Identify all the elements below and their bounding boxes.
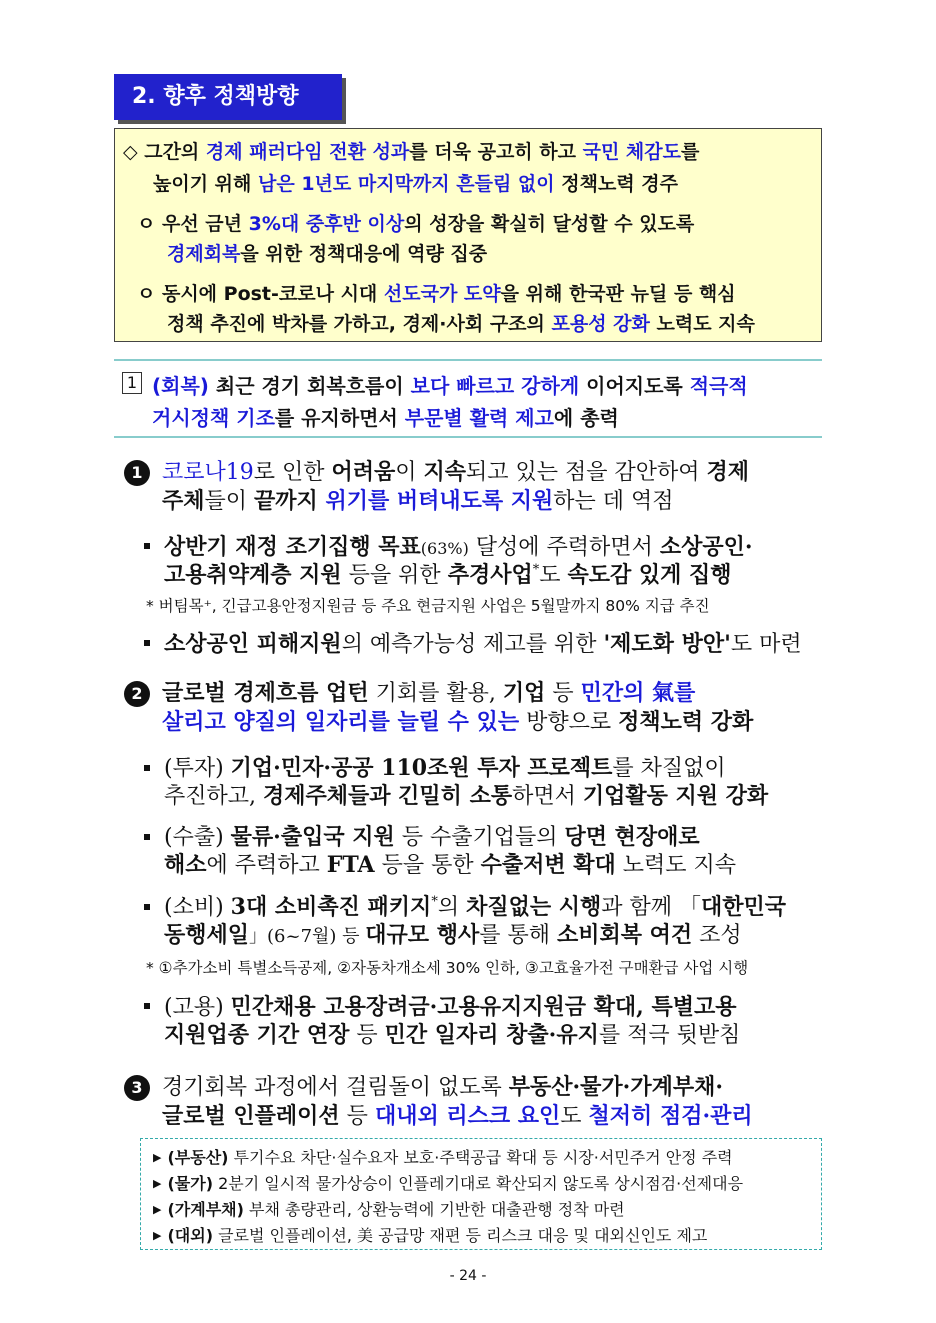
bullet-square — [144, 640, 150, 646]
summary-line-1: ◇ 그간의 경제 패러다임 전환 성과를 더욱 공고히 하고 국민 체감도를 — [123, 141, 700, 163]
risk-item-prices: ▶ (물가) 2분기 일시적 물가상승이 인플레기대로 확산되지 않도록 상시점검·선제대응 — [153, 1174, 744, 1193]
item-2-bullet-2-line-2: 해소에 주력하고 FTA 등을 통한 수출저변 확대 노력도 지속 — [164, 852, 737, 878]
heading-top-rule — [114, 359, 822, 361]
item-2-bullet-1-line-1: (투자) 기업·민자·공공 110조원 투자 프로젝트를 차질없이 — [164, 755, 726, 781]
heading-number-box: 1 — [122, 372, 142, 394]
item-1-bullet-1-line-2: 고용취약계층 지원 등을 위한 추경사업*도 속도감 있게 집행 — [164, 562, 732, 588]
heading-line-2: 거시정책 기조를 유지하면서 부문별 활력 제고에 총력 — [152, 406, 619, 430]
item-2-line-2: 살리고 양질의 일자리를 늘릴 수 있는 방향으로 정책노력 강화 — [162, 709, 754, 735]
risk-item-household-debt: ▶ (가계부채) 부채 총량관리, 상환능력에 기반한 대출관행 정착 마련 — [153, 1200, 625, 1219]
summary-line-4: 경제회복을 위한 정책대응에 역량 집중 — [167, 243, 488, 265]
risk-management-box — [140, 1138, 822, 1250]
bullet-square — [144, 765, 150, 771]
item-3-number: 3 — [124, 1075, 150, 1101]
item-2-line-1: 글로벌 경제흐름 업턴 기회를 활용, 기업 등 민간의 氣를 — [162, 680, 696, 706]
triangle-bullet-icon: ▶ — [153, 1203, 162, 1216]
risk-item-real-estate: ▶ (부동산) 투기수요 차단·실수요자 보호·주택공급 확대 등 시장·서민주거 안정 주력 — [153, 1148, 733, 1167]
triangle-bullet-icon: ▶ — [153, 1177, 162, 1190]
heading-bottom-rule — [114, 436, 822, 438]
item-2-bullet-4-line-1: (고용) 민간채용 고용장려금·고용유지지원금 확대, 특별고용 — [164, 994, 737, 1020]
triangle-bullet-icon: ▶ — [153, 1229, 162, 1242]
item-1-line-2: 주체들이 끝까지 위기를 버텨내도록 지원하는 데 역점 — [162, 488, 674, 514]
summary-line-3: ㅇ 우선 금년 3%대 중후반 이상의 성장을 확실히 달성할 수 있도록 — [137, 213, 695, 235]
item-1-number: 1 — [124, 460, 150, 486]
heading-line-1: (회복) 최근 경기 회복흐름이 보다 빠르고 강하게 이어지도록 적극적 — [152, 374, 748, 398]
item-1-bullet-2: 소상공인 피해지원의 예측가능성 제고를 위한 '제도화 방안'도 마련 — [164, 631, 802, 657]
bullet-square — [144, 1003, 150, 1009]
page-number: - 24 - — [449, 1268, 487, 1284]
item-2-footnote: * ①추가소비 특별소득공제, ②자동차개소세 30% 인하, ③고효율가전 구매환급 사업 시행 — [146, 959, 749, 977]
summary-line-2: 높이기 위해 남은 1년도 마지막까지 흔들림 없이 정책노력 경주 — [153, 173, 678, 195]
item-1-footnote: * 버팀목⁺, 긴급고용안정지원금 등 주요 현금지원 사업은 5월말까지 80% 지급 추진 — [146, 597, 710, 615]
item-2-bullet-3-line-1: (소비) 3대 소비촉진 패키지*의 차질없는 시행과 함께 「대한민국 — [164, 894, 787, 920]
triangle-bullet-icon: ▶ — [153, 1151, 162, 1164]
item-2-bullet-4-line-2: 지원업종 기간 연장 등 민간 일자리 창출·유지를 적극 뒷받침 — [164, 1022, 741, 1048]
item-3-line-1: 경기회복 과정에서 걸림돌이 없도록 부동산·물가·가계부채· — [162, 1074, 724, 1100]
item-1-line-1: 코로나19로 인한 어려움이 지속되고 있는 점을 감안하여 경제 — [162, 459, 750, 485]
summary-line-5: ㅇ 동시에 Post-코로나 시대 선도국가 도약을 위해 한국판 뉴딜 등 핵심 — [137, 283, 736, 305]
item-1-bullet-1-line-1: 상반기 재정 조기집행 목표(63%) 달성에 주력하면서 소상공인· — [164, 534, 753, 560]
section-title: 2. 향후 정책방향 — [114, 74, 342, 120]
item-2-bullet-3-line-2: 동행세일」(6~7월) 등 대규모 행사를 통해 소비회복 여건 조성 — [164, 922, 742, 948]
item-2-bullet-1-line-2: 추진하고, 경제주체들과 긴밀히 소통하면서 기업활동 지원 강화 — [164, 783, 769, 809]
item-2-number: 2 — [124, 681, 150, 707]
bullet-square — [144, 543, 150, 549]
summary-box — [114, 128, 822, 342]
summary-line-6: 정책 추진에 박차를 가하고, 경제·사회 구조의 포용성 강화 노력도 지속 — [167, 313, 755, 335]
item-2-bullet-2-line-1: (수출) 물류·출입국 지원 등 수출기업들의 당면 현장애로 — [164, 824, 700, 850]
risk-item-external: ▶ (대외) 글로벌 인플레이션, 美 공급망 재편 등 리스크 대응 및 대외신인도 제고 — [153, 1226, 708, 1245]
bullet-square — [144, 834, 150, 840]
bullet-square — [144, 904, 150, 910]
item-3-line-2: 글로벌 인플레이션 등 대내외 리스크 요인도 철저히 점검·관리 — [162, 1103, 753, 1129]
